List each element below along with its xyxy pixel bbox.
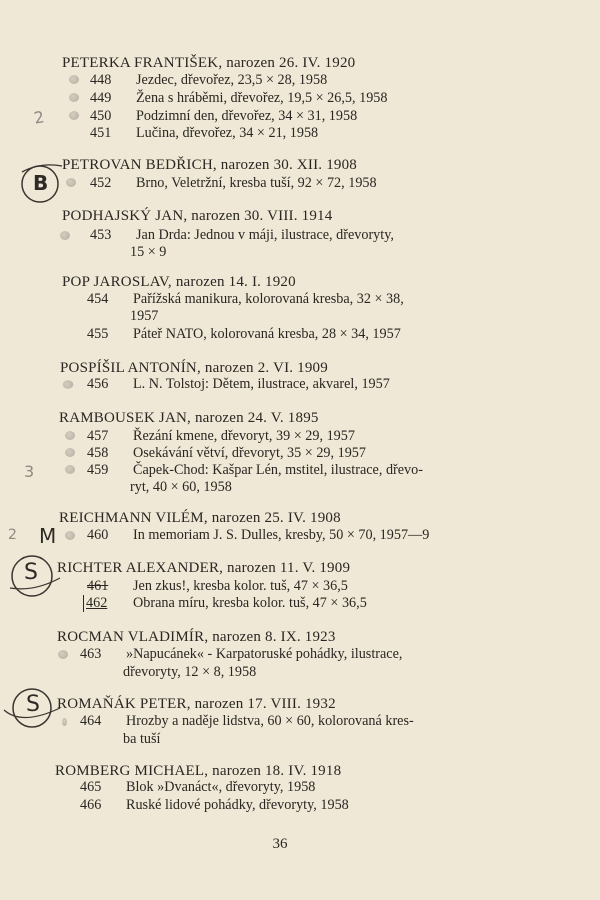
entry-description: Čapek-Chod: Kašpar Lén, mstitel, ilustrace, dřevo- [133,462,423,478]
artist-birth: , narozen 2. VI. 1909 [196,360,328,376]
handwritten-letter: S [26,692,40,717]
page-number: 36 [272,836,288,852]
stamp-dot [60,231,70,240]
entry-number: 460 [87,527,109,543]
entry-number: 456 [87,376,109,392]
artist-name: REICHMANN VILÉM [59,510,204,526]
artist-name: POP JAROSLAV [62,274,168,290]
entry-number: 459 [87,462,109,478]
artist-heading [57,560,350,577]
stamp-dot [69,111,79,120]
entry-description: Lučina, dřevořez, 34 × 21, 1958 [136,125,319,141]
artist-birth: , narozen 26. IV. 1920 [218,55,356,71]
entry-continuation: ryt, 40 × 60, 1958 [130,479,232,495]
artist-birth: , narozen 30. VIII. 1914 [183,208,333,224]
entry-description: Hrozby a naděje lidstva, 60 × 60, kolorovaná kres- [126,713,414,729]
stamp-dot [65,531,75,540]
artist-name: PETERKA FRANTIŠEK [62,55,219,71]
entry-description: L. N. Tolstoj: Dětem, ilustrace, akvarel, 1957 [133,376,390,392]
entry-continuation: dřevoryty, 12 × 8, 1958 [123,664,257,680]
artist-name: ROMBERG MICHAEL [55,763,205,779]
artist-heading [60,360,328,377]
entry-number: 452 [90,175,112,191]
artist-birth: , narozen 14. I. 1920 [167,274,296,290]
entry-number: 448 [90,72,112,88]
artist-name: PODHAJSKÝ JAN [62,208,184,224]
entry-number: 457 [87,428,109,444]
entry-number: 463 [80,646,102,662]
artist-birth: , narozen 17. VIII. 1932 [186,696,336,712]
artist-birth: , narozen 18. IV. 1918 [204,763,342,779]
stamp-dot [65,431,75,440]
entry-description: Blok »Dvanáct«, dřevoryty, 1958 [126,779,316,795]
entry-description: Obrana míru, kresba kolor. tuš, 47 × 36,5 [133,595,367,611]
artist-name: POSPÍŠIL ANTONÍN [60,360,197,376]
artist-heading [59,510,341,527]
entry-description: Pařížská manikura, kolorovaná kresba, 32 × 38, [133,291,404,307]
stamp-dot [61,378,74,391]
entry-description: In memoriam J. S. Dulles, kresby, 50 × 70, 1957—9 [133,527,430,543]
artist-heading [57,629,336,646]
artist-birth: , narozen 25. IV. 1908 [203,510,341,526]
artist-heading [55,763,341,780]
handwritten-letter: B [33,171,49,195]
entry-description: Páteř NATO, kolorovaná kresba, 28 × 34, 1957 [133,326,401,342]
pencil-mark: 3 [24,462,35,481]
handwritten-letter: M [39,524,57,548]
entry-description: Brno, Veletržní, kresba tuší, 92 × 72, 1958 [136,175,377,191]
entry-description: Podzimní den, dřevořez, 34 × 31, 1958 [136,108,358,124]
entry-number: 458 [87,445,109,461]
entry-number: 454 [87,291,109,307]
artist-birth: , narozen 11. V. 1909 [219,560,351,576]
stamp-dot [58,650,68,659]
artist-name: ROCMAN VLADIMÍR [57,629,205,645]
entry-number: 465 [80,779,102,795]
entry-number: 466 [80,797,102,813]
stamp-dot [65,448,75,457]
pencil-mark: 2 [32,107,46,128]
artist-heading [57,696,336,713]
artist-heading [59,410,319,427]
entry-number: 449 [90,90,112,106]
artist-name: PETROVAN BEDŘICH [62,157,213,173]
artist-heading [62,274,296,291]
entry-description: Řezání kmene, dřevoryt, 39 × 29, 1957 [133,428,355,444]
artist-heading [62,208,332,225]
entry-description: Osekávání větví, dřevoryt, 35 × 29, 1957 [133,445,366,461]
artist-birth: , narozen 30. XII. 1908 [212,157,358,173]
artist-name: RICHTER ALEXANDER [57,560,220,576]
entry-description: Jezdec, dřevořez, 23,5 × 28, 1958 [136,72,328,88]
artist-name: ROMAŇÁK PETER [57,696,187,712]
entry-continuation: 1957 [130,308,159,324]
entry-description: »Napucánek« - Karpatoruské pohádky, ilustrace, [126,646,403,662]
stamp-dot [69,75,79,84]
artist-heading [62,157,357,174]
entry-number: 462 [83,595,126,612]
artist-birth: , narozen 24. V. 1895 [187,410,319,426]
entry-number: 453 [90,227,112,243]
entry-description: Jan Drda: Jednou v máji, ilustrace, dřevoryty, [136,227,394,243]
entry-number: 464 [80,713,102,729]
stamp-dot [62,718,67,726]
entry-continuation: ba tuší [123,731,161,747]
entry-description: Jen zkus!, kresba kolor. tuš, 47 × 36,5 [133,578,348,594]
handwritten-letter: S [24,560,38,585]
entry-description: Ruské lidové pohádky, dřevoryty, 1958 [126,797,349,813]
stamp-dot [69,93,79,102]
entry-number: 455 [87,326,109,342]
entry-description: Žena s hráběmi, dřevořez, 19,5 × 26,5, 1958 [136,90,388,106]
entry-number: 451 [90,125,112,141]
entry-continuation: 15 × 9 [130,244,167,260]
entry-number: 461 [87,578,109,594]
artist-birth: , narozen 8. IX. 1923 [204,629,336,645]
stamp-dot [65,465,75,474]
stamp-dot [66,178,76,187]
artist-heading [62,55,355,72]
entry-number: 450 [90,108,112,124]
pencil-mark: 2 [8,527,17,543]
artist-name: RAMBOUSEK JAN [59,410,188,426]
